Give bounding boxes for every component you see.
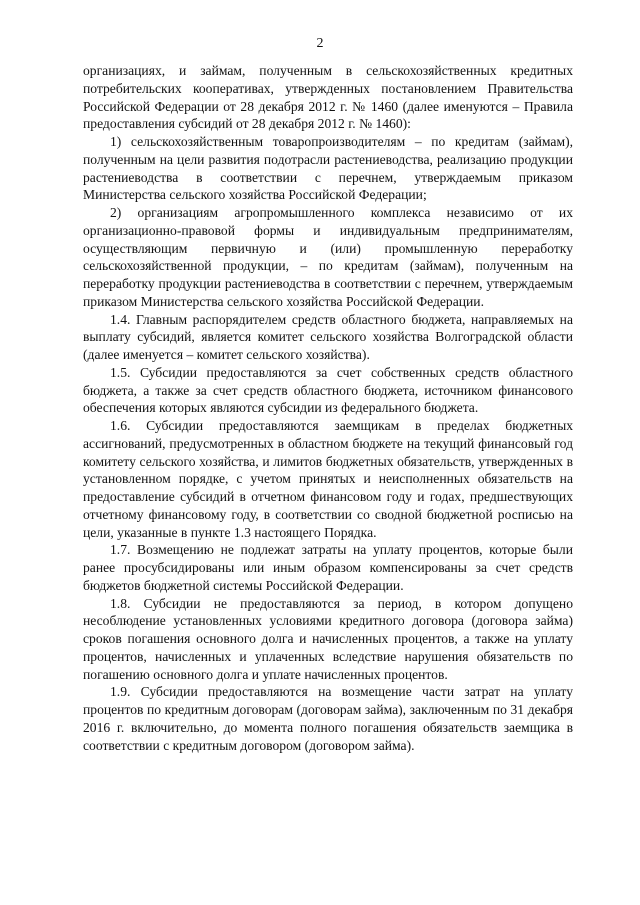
paragraph-1-4: 1.4. Главным распорядителем средств областного бюджета, направляемых на выплату субсидий, является комитет сельского хозяйства Волгоградской области (далее именуется – комитет сельского хозяйства). — [83, 311, 573, 362]
paragraph-item-1: 1) сельскохозяйственным товаропроизводителям – по кредитам (займам), полученным на цели развития подотрасли растениеводства, реализацию продукции растениеводства в соответствии с перечнем, утверждаемым приказом Министерства сельского хозяйства Российской Федерации; — [83, 134, 573, 203]
paragraph-rules-reference: организациях, и займам, полученным в сельскохозяйственных кредитных потребительских кооперативах, утвержденных постановлением Правительства Российской Федерации от 28 декабря 2012 г. № 1460 (далее именуются – Правила предоставления субсидий от 28 декабря 2012 г. № 1460): — [83, 63, 573, 132]
paragraph-1-7: 1.7. Возмещению не подлежат затраты на уплату процентов, которые были ранее просубсидированы или иным образом компенсированы за счет средств бюджетов бюджетной системы Российской Федерации. — [83, 542, 573, 593]
paragraph-1-9: 1.9. Субсидии предоставляются на возмещение части затрат на уплату процентов по кредитным договорам (договорам займа), заключенным по 31 декабря 2016 г. включительно, до момента полного погашения обязательств заемщика в соответствии с кредитным договором (договором займа). — [83, 684, 573, 753]
page-number: 2 — [316, 36, 324, 51]
paragraph-1-8: 1.8. Субсидии не предоставляются за период, в котором допущено несоблюдение установленных условиями кредитного договора (договора займа) сроков погашения основного долга и начисленных процентов, а также на уплату процентов, начисленных и уплаченных вследствие нарушения обязательств по погашению основного долга и уплате начисленных процентов. — [83, 595, 573, 682]
paragraph-1-5: 1.5. Субсидии предоставляются за счет собственных средств областного бюджета, а также за счет средств областного бюджета, источником финансового обеспечения которых являются субсидии из федерального бюджета. — [83, 364, 573, 416]
paragraph-1-6: 1.6. Субсидии предоставляются заемщикам в пределах бюджетных ассигнований, предусмотренных в областном бюджете на текущий финансовый год комитету сельского хозяйства, и лимитов бюджетных обязательств, утвержденных в установленном порядке, с учетом принятых и неисполненных обязательств на предоставление субсидий в отчетном финансовом году и годах, предшествующих отчетному финансовому году, в соответствии со сводной бюджетной росписью на цели, указанные в пункте 1.3 настоящего Порядка. — [83, 418, 573, 540]
document-body — [83, 62, 573, 754]
paragraph-item-2: 2) организациям агропромышленного комплекса независимо от их организационно-правовой формы и индивидуальным предпринимателям, осуществляющим первичную и (или) промышленную переработку сельскохозяйственной продукции, – по кредитам (займам), полученным на переработку продукции растениеводства в соответствии с перечнем, утверждаемым приказом Министерства сельского хозяйства Российской Федерации. — [83, 205, 573, 309]
